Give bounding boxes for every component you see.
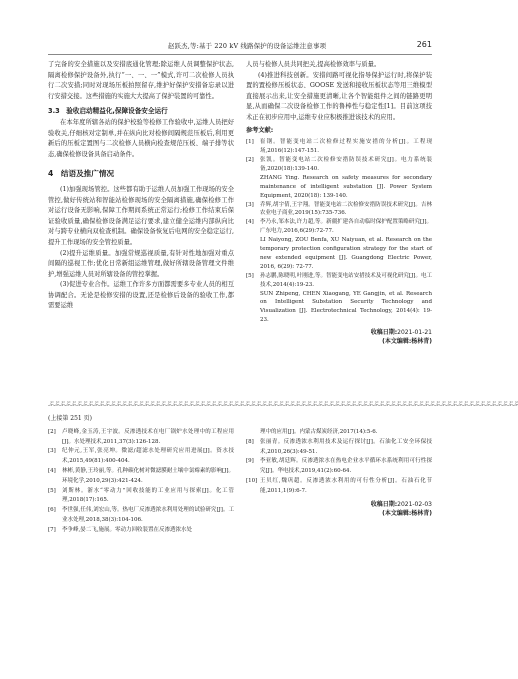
received-value: 2021-01-21 xyxy=(397,329,432,337)
ref-number xyxy=(246,290,260,326)
reference-item xyxy=(246,138,432,156)
left-column xyxy=(48,60,234,312)
paragraph: (2)提升运维质量。加强常规巡视质量,有针对性地加强对重点间隔的巡视工作;优化日常新组运维管理,做好所辖设备管理文件维护,增强运维人员对所辖设备的管控掌握。 xyxy=(48,249,234,278)
ref-text: 李乃永,邹本法,许力超,等。新疆扩建各自动临时保护配置策略研究[J]。广东电力,2016,6(29):72-77. xyxy=(260,219,432,235)
ref-text: 刘斯林。浙水“零动力”回收技能的工业应用与探索[J]。化工管理,2018(17):165. xyxy=(62,487,234,504)
decorative-separator: ぷぷぷぷぷぷぷぷぷぷぷぷぷぷぷぷぷぷぷぷぷぷぷぷぷぷぷぷぷぷぷぷぷぷぷぷぷぷぷぷぷぷぷぷぷぷぷぷぷぷぷぷぷぷぷぷぷぷぷぷぷぷぷぷぷぷぷぷぷぷぷぷぷぷぷぷぷぷぷぷぷぷぷぷ xyxy=(48,401,518,408)
ref-number: [5] xyxy=(48,487,56,494)
section-heading-4: 4 结语及推广情况 xyxy=(48,169,115,179)
reference-item xyxy=(48,447,234,467)
ref-number: [1] xyxy=(246,139,254,146)
ref-text: 林彬,黄静,王玲丽,等。孔种碳化树对微滤膜耐土壤中氯霉素的影响[J]。环境化学,2010,29(3):421-424. xyxy=(62,467,234,484)
ref-number: [10] xyxy=(246,477,258,484)
reference-item xyxy=(246,438,432,458)
reference-item xyxy=(48,526,234,536)
ref-number: [2] xyxy=(246,156,254,163)
ref-number: [6] xyxy=(48,507,56,514)
ref-text: SUN Zhipeng, CHEN Xiaogang, YE Gangjin, et al. Research on Intelligent Substation Security Technology and Visualization [J]. Electrotechnical Technology, 2014(4): 19-23. xyxy=(260,290,432,324)
ref-number xyxy=(246,428,260,438)
ref-text: 张丽青。反渗透浓水利用技术及运行探讨[J]。石油化工安全环保技术,2010,26(3):49-51. xyxy=(260,438,432,455)
reference-item xyxy=(48,487,234,507)
running-title: 赵跃杰,等:基于 220 kV 线路保护的设备运维注意事项 xyxy=(168,42,327,50)
ref-number: [8] xyxy=(246,438,254,445)
ref-number: [5] xyxy=(246,272,254,279)
paragraph: 人员与检修人员共同把关,提高检修效率与质量。 xyxy=(246,61,381,68)
received-date xyxy=(246,500,432,518)
page-number: 261 xyxy=(416,40,432,49)
ref-text: 李争峰,晏二飞,施展。零动力回收装置在反渗透浓水处 xyxy=(62,526,192,533)
received-label: 收稿日期: xyxy=(370,329,398,337)
reference-item xyxy=(246,477,432,497)
paragraph: 在本年度所辖各站的保护校验等检修工作验收中,运维人员把好验收关,仔细核对定制单,并在纵向比对检修间隔规范压板后,利用更新后的压板定置图与二次检修人员横向检查规范压板、端子排等状态,确保检修设备具备启动条件。 xyxy=(48,118,234,158)
paragraph: (3)促进专业合作。运维工作许多方面都需要多专业人员的相互协调配合。无论是检修安措的设置,还是检修后设备的验收工作,都需要运维 xyxy=(48,281,234,310)
ref-text: 乔辉,胡宇倩,王宇翔。智能变电站二次检修安措防误技术研究[J]。吉林农业电子商业,2019(15):735-736. xyxy=(260,201,432,217)
ref-text: LI Naiyong, ZOU Benfa, XU Naiyuan, et al. Research on the temporary protection configuration strategy for the start of new extended equipment [J]. Guangdong Electric Power, 2016, 6(29): 72-77. xyxy=(260,237,432,270)
editor-note: (本文编辑:杨林青) xyxy=(382,509,432,517)
reference-item xyxy=(246,290,432,326)
paragraph: 了完备的安全措施以及安措底通化管理;除运维人员调整保护状态,隔离检修保护设备外,执行“一、一、一”模式,许可二次检修人员执行二次安措;同时对现场压板拍照留存,维护好保护安措备忘录以进行安措交接。这些措施的实施大大提高了保护装置的可靠性。 xyxy=(48,61,234,100)
ref-number: [3] xyxy=(246,201,254,208)
paragraph: (4)推进科技创新。安措间路可视化指导保护运行时,将保护装置的置检修压板状态、GOOSE 发送和接收压板状态等用三维模型直接展示出来,让安全措施更清晰,让各个智能组件之间的链路更明显,从而确保二次设备检修工作的鲁棒性与稳定性[1]。目前这项技术正在初步应用中,运维专业应积极推进该技术的应用。 xyxy=(246,71,432,121)
reference-item xyxy=(48,428,234,448)
ref-text: 崔钢。智能变电站二次检修过程实施安措的分析[J]。工程现场,2016(12):147-151. xyxy=(260,139,432,155)
ref-number: [7] xyxy=(48,526,56,533)
ref-text: ZHANG Ying. Research on safety measures for secondary maintenance of intelligent substation [J]. Power System Equipment, 2020(18): 139-140. xyxy=(260,174,432,199)
reference-item xyxy=(246,428,432,438)
reference-item xyxy=(246,174,432,201)
page-header xyxy=(48,40,432,55)
ref-text: 王贝红,魏巩超。反渗透浓水利用的可行性分析[J]。石油石化节能,2011,1(9):6-7. xyxy=(260,477,432,494)
ref-number: [9] xyxy=(246,458,254,465)
ref-text: 卢晓峰,金玉涛,王宇波。反渗透技术在电厂锅炉水处理中的工程应用[J]。水处理技术,2011,37(3):126-128. xyxy=(62,428,234,445)
references-title: 参考文献: xyxy=(246,126,274,134)
ref-number: [2] xyxy=(48,428,56,435)
reference-item xyxy=(246,236,432,272)
ref-number: [3] xyxy=(48,448,56,455)
ref-number xyxy=(246,236,260,272)
received-date xyxy=(246,328,432,346)
ref-number: [4] xyxy=(246,219,254,226)
reference-item xyxy=(48,467,234,487)
bottom-left-references xyxy=(48,412,234,536)
ref-number xyxy=(246,174,260,201)
ref-text: 孙志鹏,陈晓明,叶刚进,等。智能变电站安措技术及可视化研究[J]。电工技术,2014(4):19-23. xyxy=(260,272,432,288)
ref-text: 纪仲元,王军,张亮坤。微滤/超滤水处理研究应用进展[J]。资水技术,2015,49(81):400-404. xyxy=(62,448,234,465)
reference-item xyxy=(246,201,432,219)
ref-number: [4] xyxy=(48,467,56,474)
reference-item xyxy=(246,457,432,477)
continued-note: (上接第 251 页) xyxy=(48,415,92,422)
paragraph: (1)加强现场管控。这些都有助于运维人员加强工作现场的安全管控,做好传统站和智能站检修现场的安全隔离措施,确保检修工作对运行设备无影响,保障工作期间系统正常运行;检修工作结束后保证验收质量,确保检修设备满足运行要求,建立健全运维内部纵向比对与跨专业横向双检查机制。确保设备恢复后电网的安全稳定运行,提升工作现场的安全管控质量。 xyxy=(48,185,234,246)
right-column xyxy=(246,60,432,346)
reference-item xyxy=(48,506,234,526)
editor-note: (本文编辑:杨林青) xyxy=(382,338,432,346)
received-value: 2021-02-03 xyxy=(397,500,432,508)
reference-list xyxy=(246,138,432,325)
section-heading-3-3: 3.3 验收启动精益化,保障设备安全运行 xyxy=(48,107,168,116)
reference-item xyxy=(246,272,432,290)
bottom-right-references xyxy=(246,428,432,518)
reference-item xyxy=(246,218,432,236)
ref-text: 理中的应用[J]。内蒙古煤炭经济,2017(14):5-6. xyxy=(260,429,378,435)
ref-text: 李亚敏,胡廷辉。反渗透浓水在热电企业水平循环水系统利用可行性探究[J]。华电技术,2019,41(2):60-64. xyxy=(260,458,432,475)
received-label: 收稿日期: xyxy=(370,500,398,508)
reference-item xyxy=(246,156,432,174)
ref-text: 张凯。智能变电站二次检修安措防误技术研究[J]。电力系统装备,2020(18):139-140. xyxy=(260,156,432,172)
ref-text: 李世强,任伟,刘宏山,等。热电厂反渗透浓水利用处理的试验研究[J]。工业水处理,2018,38(3):104-106. xyxy=(62,507,234,523)
